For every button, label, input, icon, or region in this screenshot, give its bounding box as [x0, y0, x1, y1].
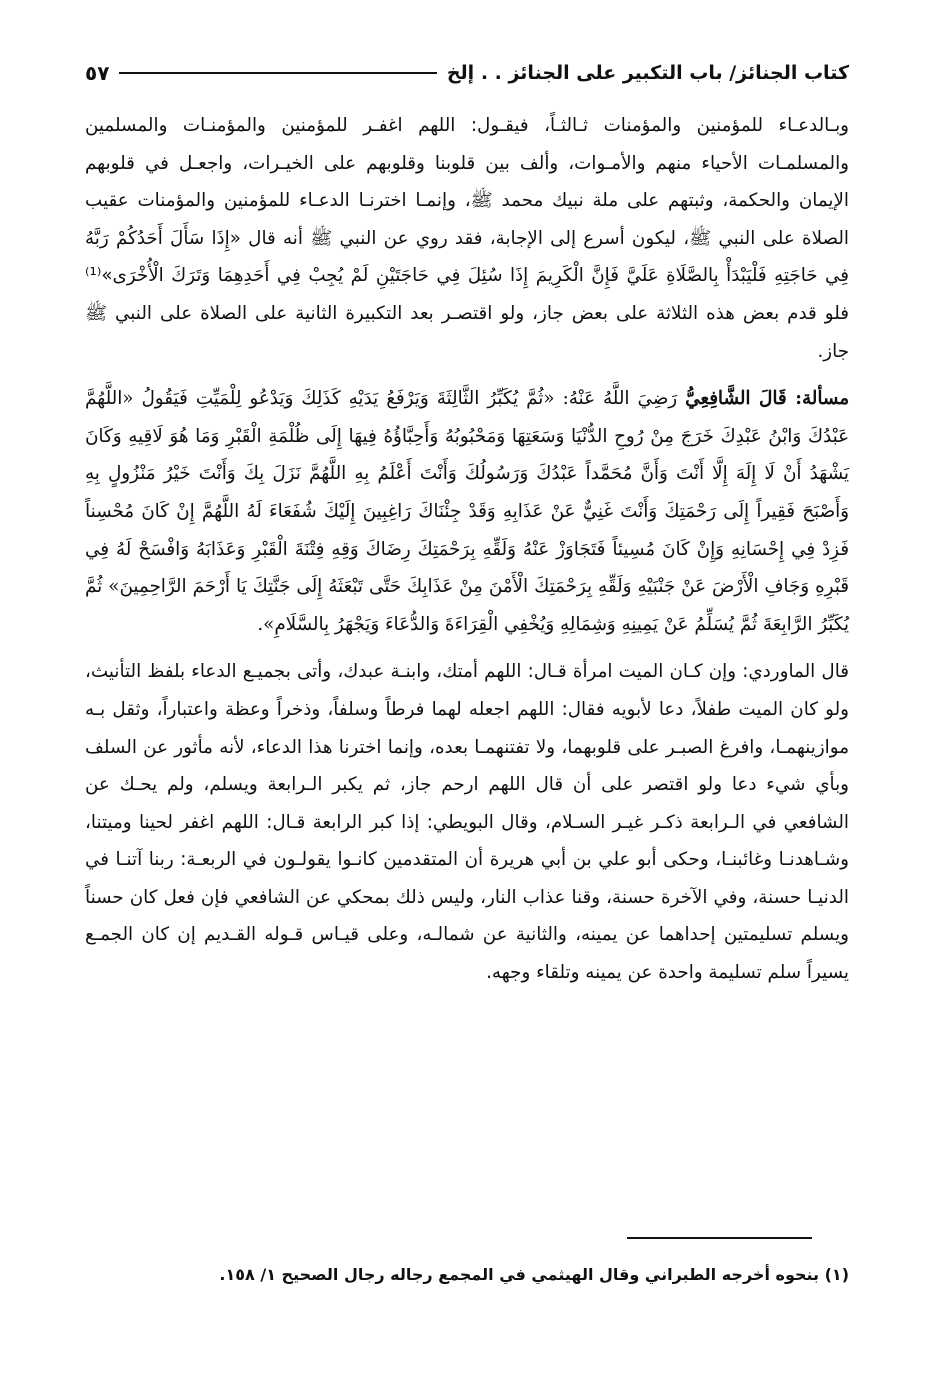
running-header: [85, 56, 849, 90]
page-number: ٥٧: [85, 61, 110, 85]
masala-heading: مسألة: قَالَ الشَّافِعِيُّ: [685, 388, 849, 410]
running-title: كتاب الجنائز/ باب التكبير على الجنائز . . إلخ: [446, 62, 849, 84]
header-rule: [119, 72, 436, 74]
paragraph-1: وبـالدعـاء للمؤمنين والمؤمنات ثـالثـاً، فيقـول: اللهم اغفـر للمؤمنين والمؤمنـات والمسلمين والمسلمـات الأحياء منهم والأمـوات، وألف بين قلوبنا وقلوبهم على الخيـرات، واجعـل في قلوبهم الإيمان والحكمة، وثبتهم على ملة نبيك محمد ﷺ، وإنمـا اخترنـا الدعـاء للمؤمنين والمؤمنات عقيب الصلاة على النبي ﷺ، ليكون أسرع إلى الإجابة، فقد روي عن النبي ﷺ أنه قال «إِذَا سَأَلَ أَحَدُكُمْ رَبَّهُ فِي حَاجَتِهِ فَلْيَبْدَأْ بِالصَّلَاةِ عَلَيَّ فَإِنَّ الْكَرِيمَ إِذَا سُئِلَ فِي حَاجَتَيْنِ لَمْ يُجِبْ فِي أَحَدِهِمَا وَتَرَكَ الْأُخْرَى»⁽¹⁾ فلو قدم بعض هذه الثلاثة على بعض جاز، ولو اقتصـر بعد التكبيرة الثانية على الصلاة على النبي ﷺ جاز.: [85, 115, 849, 362]
paragraph-2: [85, 380, 849, 643]
masala-text: رَضِيَ اللَّهُ عَنْهُ: «ثُمَّ يُكَبِّرُ الثَّالِثَةَ وَيَرْفَعُ يَدَيْهِ كَذَلِكَ وَيَدْعُو لِلْمَيِّتِ فَيَقُولُ «اللَّهُمَّ عَبْدُكَ وَابْنُ عَبْدِكَ خَرَجَ مِنْ رُوحِ الدُّنْيَا وَسَعَتِهَا وَمَحْبُوبُهُ وَأَحِبَّاؤُهُ فِيهَا إِلَى ظُلْمَةِ الْقَبْرِ وَمَا هُوَ لَاقِيهِ وَكَانَ يَشْهَدُ أَنْ لَا إِلَهَ إِلَّا أَنْتَ وَأَنَّ مُحَمَّداً عَبْدُكَ وَرَسُولُكَ وَأَنْتَ أَعْلَمُ بِهِ اللَّهُمَّ نَزَلَ بِكَ وَأَنْتَ خَيْرُ مَنْزُولٍ بِهِ وَأَصْبَحَ فَقِيراً إِلَى رَحْمَتِكَ وَأَنْتَ غَنِيٌّ عَنْ عَذَابِهِ وَقَدْ جِئْنَاكَ رَاغِبِينَ إِلَيْكَ شُفَعَاءَ لَهُ اللَّهُمَّ إِنْ كَانَ مُحْسِناً فَزِدْ فِي إِحْسَانِهِ وَإِنْ كَانَ مُسِيئاً فَتَجَاوَزْ عَنْهُ وَلَقِّهِ بِرَحْمَتِكَ رِضَاكَ وَقِهِ فِتْنَةَ الْقَبْرِ وَعَذَابَهُ وَافْسَحْ لَهُ فِي قَبْرِهِ وَجَافِ الْأَرْضَ عَنْ جَنْبَيْهِ وَلَقِّهِ بِرَحْمَتِكَ الْأَمْنَ مِنْ عَذَابِكَ حَتَّى تَبْعَثَهُ إِلَى جَنَّتِكَ يَا أَرْحَمَ الرَّاحِمِينَ» ثُمَّ يُكَبِّرُ الرَّابِعَةَ ثُمَّ يُسَلِّمُ عَنْ يَمِينِهِ وَشِمَالِهِ وَيُخْفِي الْقِرَاءَةَ وَالدُّعَاءَ وَيَجْهَرُ بِالسَّلَامِ».: [85, 388, 849, 635]
footnote: (١) بنحوه أخرجه الطبراني وقال الهيثمي في المجمع رجاله رجال الصحيح ١/ ١٥٨.: [219, 1265, 849, 1284]
footnote-separator: [627, 1237, 812, 1239]
paragraph-3: قال الماوردي: وإن كـان الميت امرأة قـال: اللهم أمتك، وابنـة عبدك، وأتى بجميـع الدعاء بلفظ التأنيث، ولو كان الميت طفلاً، دعا لأبويه فقال: اللهم اجعله لهما فرطاً وسلفاً، وذخراً وعظة واعتباراً، وثقل بـه موازينهمـا، وافرغ الصبـر على قلوبهما، ولا تفتنهمـا بعده، وإنما اخترنا هذا الدعاء، لأنه مأثور عن السلف وبأي شيء دعا ولو اقتصر على أن قال اللهم ارحم جاز، ثم يكبر الـرابعة ويسلم، ولم يحـك عن الشافعي في الـرابعة ذكـر غيـر السـلام، وقال البويطي: إذا كبر الرابعة قـال: اللهم اغفر لحينا وميتنا، وشـاهدنـا وغائبنـا، وحكى أبو علي بن أبي هريرة أن المتقدمين كانـوا يقولـون في الربعـة: ربنا آتنـا في الدنيـا حسنة، وفي الآخرة حسنة، وقنا عذاب النار، وليس ذلك بمحكي عن الشافعي فإن فعل كان حسناً ويسلم تسليمتين إحداهما عن يمينه، والثانية عن شمالـه، وعلى قيـاس قـوله القـديم إن كان الجمـع يسيراً سلم تسليمة واحدة عن يمينه وتلقاء وجهه.: [85, 661, 849, 984]
page-body: [85, 107, 849, 992]
